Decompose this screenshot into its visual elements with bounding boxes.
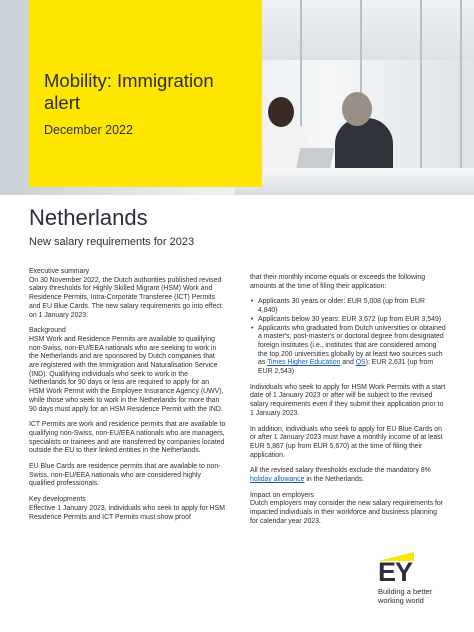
- income-intro: that their monthly income equals or exceeds the following amounts at the time of filing their application:: [250, 274, 426, 290]
- ict-paragraph: ICT Permits are work and residence permits that are available to qualifying non-Swiss, non-EU/EEA nationals who are managers, specialists or trainees and are transferred by companies located outside the EU to their linked entities in the Netherlands.: [29, 421, 226, 455]
- alert-date: December 2022: [44, 123, 133, 137]
- right-column: [250, 274, 446, 534]
- executive-summary-heading: Executive summary: [29, 268, 90, 275]
- page-subtitle: New salary requirements for 2023: [29, 236, 195, 248]
- ey-tagline: Building a better working world: [378, 587, 433, 605]
- key-developments-heading: Key developments: [29, 496, 86, 504]
- holiday-allowance-link[interactable]: holiday allowance: [250, 476, 305, 484]
- eu-blue-card-paragraph: In addition, individuals who seek to apply for EU Blue Cards on or after 1 January 2023 must have a monthly income of at least EUR 5,867 (up from EUR 5,670) at the time of filing their application.: [250, 425, 443, 459]
- country-heading: Netherlands: [29, 205, 148, 230]
- ey-logo: [378, 552, 458, 612]
- impact-heading: Impact on employers: [250, 491, 314, 499]
- background-paragraph: HSM Work and Residence Permits are available to qualifying non-Swiss, non-EU/EEA nationals who are seeking to work in the Netherlands and are sponsored by Dutch companies that are registered with the Immigration and Naturalisation Service (IND). Qualifying individuals who seek to work in the Netherlands for 90 days or less are required to apply for an HSM Work Permit with the Employee Insurance Agency (UWV), while those who seek to work in the Netherlands for more than 90 days must apply for an HSM Residence Permit with the IND.: [29, 335, 224, 413]
- ey-wordmark: EY: [378, 557, 413, 587]
- list-item: • Applicants 30 years or older: EUR 5,008 (up from EUR 4,840): [258, 298, 446, 315]
- alert-title: Mobility: Immigration alert: [44, 70, 214, 113]
- list-item: • Applicants who graduated from Dutch universities or obtained a master's, post-master's or doctoral degree from designated foreign institutes (i.e., institutes that are considered among the top 200 universities globally by at least two sources such as Times Higher Education and QS): EUR 2,631 (up from EUR 2,543): [258, 325, 446, 377]
- impact-text: Dutch employers may consider the new salary requirements for impacted individuals in their workforce and business planning for calendar year 2023.: [250, 500, 444, 525]
- title-box: [29, 0, 262, 187]
- blue-card-paragraph: EU Blue Cards are residence permits that are available to non-Swiss, non-EU/EEA nationals who are considered highly qualified professionals.: [29, 463, 221, 488]
- executive-summary-text: On 30 November 2022, the Dutch authorities published revised salary thresholds for Highly Skilled Migrant (HSM) Work and Residence Permits, Intra-Corporate Transferee (ICT) Permits and EU Blue Cards. The new salary requirements go into effect on 1 January 2023.: [29, 276, 222, 319]
- qs-link[interactable]: QS: [355, 359, 366, 367]
- left-column: [29, 268, 226, 529]
- background-heading: Background: [29, 327, 66, 335]
- times-higher-education-link[interactable]: Times Higher Education: [267, 359, 341, 367]
- hsm-work-permit-paragraph: Individuals who seek to apply for HSM Work Permits with a start date of 1 January 2023 or after will be subject to the revised salary requirements even if they submit their application prior to 1 January 2023.: [250, 383, 446, 417]
- salary-list: [250, 298, 446, 376]
- list-item: • Applicants below 30 years: EUR 3,672 (up from EUR 3,549): [258, 316, 446, 325]
- thresholds-paragraph: All the revised salary thresholds exclude the mandatory 8% holiday allowance in the Netherlands.: [250, 467, 431, 484]
- key-developments-text: Effective 1 January 2023, individuals who seek to apply for HSM Residence Permits and ICT Permits must show proof: [29, 504, 225, 521]
